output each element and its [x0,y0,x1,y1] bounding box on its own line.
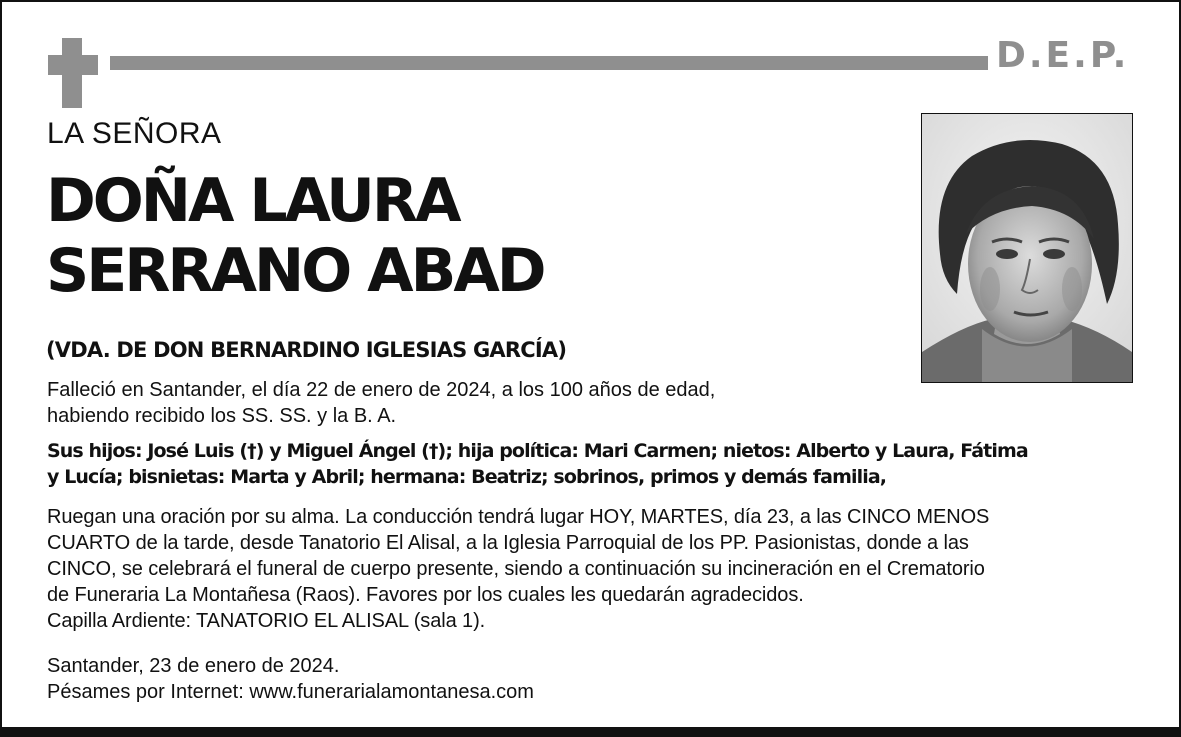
death-paragraph [47,377,715,429]
portrait-icon [922,114,1132,382]
family-line: Sus hijos: José Luis (†) y Miguel Ángel (†); hija política: Mari Carmen; nietos: Alberto y Laura, Fátima [47,440,1028,462]
condolences-line: Pésames por Internet: www.funerarialamontanesa.com [47,681,534,703]
death-line: habiendo recibido los SS. SS. y la B. A. [47,405,397,427]
deceased-name-line1: DOÑA LAURA [46,166,459,236]
death-line: Falleció en Santander, el día 22 de enero de 2024, a los 100 años de edad, [47,379,716,401]
chapel-line: Capilla Ardiente: TANATORIO EL ALISAL (sala 1). [47,610,486,632]
deceased-name [46,166,544,306]
deceased-name-line2: SERRANO ABAD [46,236,544,306]
place-date: Santander, 23 de enero de 2024. [47,655,340,677]
family-line: y Lucía; bisnietas: Marta y Abril; hermana: Beatriz; sobrinos, primos y demás familia, [47,466,887,488]
service-line: de Funeraria La Montañesa (Raos). Favores por los cuales les quedarán agradecidos. [47,584,804,606]
service-paragraph [47,504,989,634]
dep-label: D.E.P. [996,35,1130,76]
service-line: CINCO, se celebrará el funeral de cuerpo presente, siendo a continuación su incineración en el Crematorio [47,558,985,580]
honorific: LA SEÑORA [47,117,222,150]
cross-icon-bar [48,55,98,75]
footer-paragraph [47,653,534,705]
service-line: Ruegan una oración por su alma. La conducción tendrá lugar HOY, MARTES, día 23, a las CINCO MENOS [47,506,990,528]
portrait-photo [921,113,1133,383]
service-line: CUARTO de la tarde, desde Tanatorio El Alisal, a la Iglesia Parroquial de los PP. Pasionistas, donde a las [47,532,969,554]
family-paragraph [47,438,1028,490]
widow-of: (VDA. DE DON BERNARDINO IGLESIAS GARCÍA) [46,338,567,362]
header-rule [110,56,988,70]
